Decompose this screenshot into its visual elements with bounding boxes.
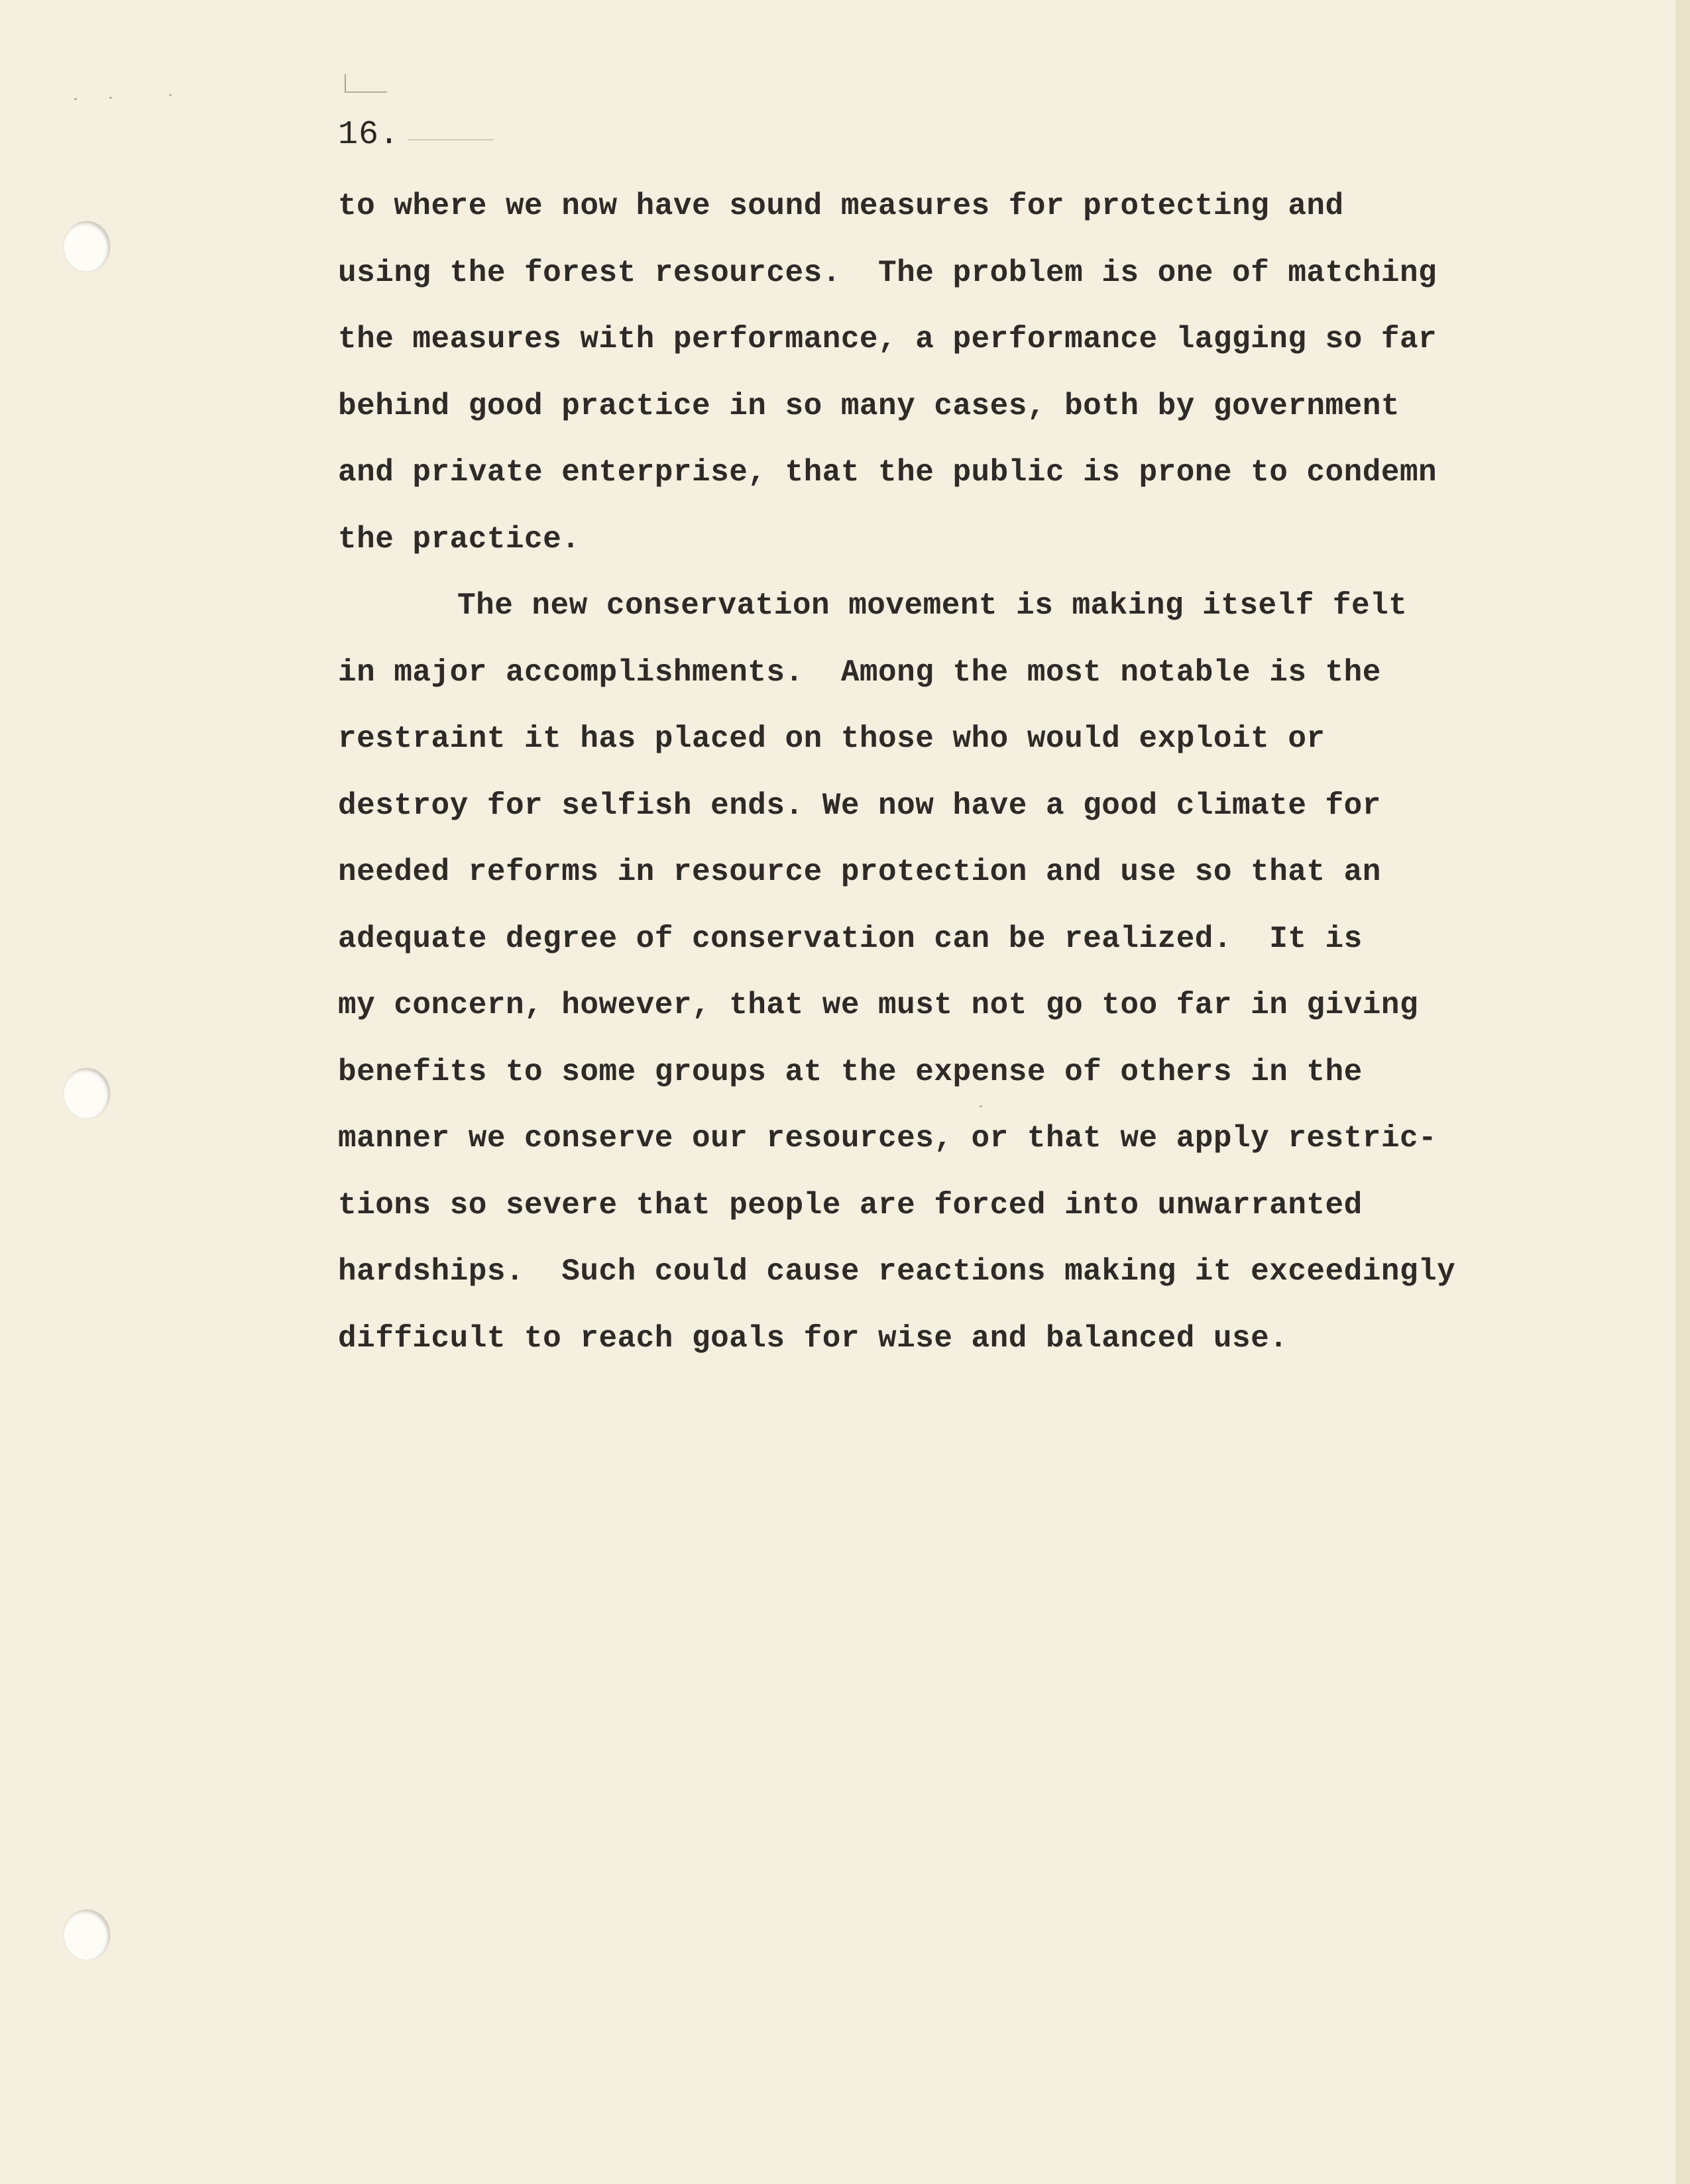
text-line: benefits to some groups at the expense of others in the xyxy=(338,1054,1363,1089)
page-edge-shading xyxy=(1675,0,1690,2184)
text-line: the measures with performance, a performance lagging so far xyxy=(338,322,1437,356)
text-line: to where we now have sound measures for protecting and xyxy=(338,189,1344,223)
text-line: behind good practice in so many cases, both by government xyxy=(338,388,1400,423)
text-line: and private enterprise, that the public is prone to condemn xyxy=(338,455,1437,490)
text-line: destroy for selfish ends. We now have a good climate for xyxy=(338,788,1381,823)
text-line: manner we conserve our resources, or that we apply restric- xyxy=(338,1121,1437,1156)
text-line: my concern, however, that we must not go too far in giving xyxy=(338,988,1419,1022)
text-line: tions so severe that people are forced into unwarranted xyxy=(338,1187,1363,1223)
punch-hole-bottom xyxy=(64,1910,110,1960)
text-line-indented: The new conservation movement is making itself felt xyxy=(457,588,1408,623)
text-line: difficult to reach goals for wise and balanced use. xyxy=(338,1321,1288,1356)
body-text xyxy=(338,191,1531,1390)
paper-speck xyxy=(169,94,172,96)
page-number: 16. xyxy=(338,116,400,154)
text-line: needed reforms in resource protection and use so that an xyxy=(338,855,1381,889)
text-line: the practice. xyxy=(338,521,581,557)
text-line: restraint it has placed on those who would exploit or xyxy=(338,722,1325,756)
punch-hole-middle xyxy=(64,1068,110,1119)
text-line: adequate degree of conservation can be realized. It is xyxy=(338,921,1363,956)
punch-hole-top xyxy=(64,221,110,272)
text-line: in major accomplishments. Among the most notable is the xyxy=(338,655,1381,690)
paper-speck xyxy=(74,98,77,100)
pencil-mark xyxy=(345,74,387,93)
text-line: hardships. Such could cause reactions making it exceedingly xyxy=(338,1254,1456,1289)
faint-dash-mark xyxy=(408,139,494,140)
paper-speck xyxy=(109,97,112,99)
text-line: using the forest resources. The problem is one of matching xyxy=(338,255,1437,290)
